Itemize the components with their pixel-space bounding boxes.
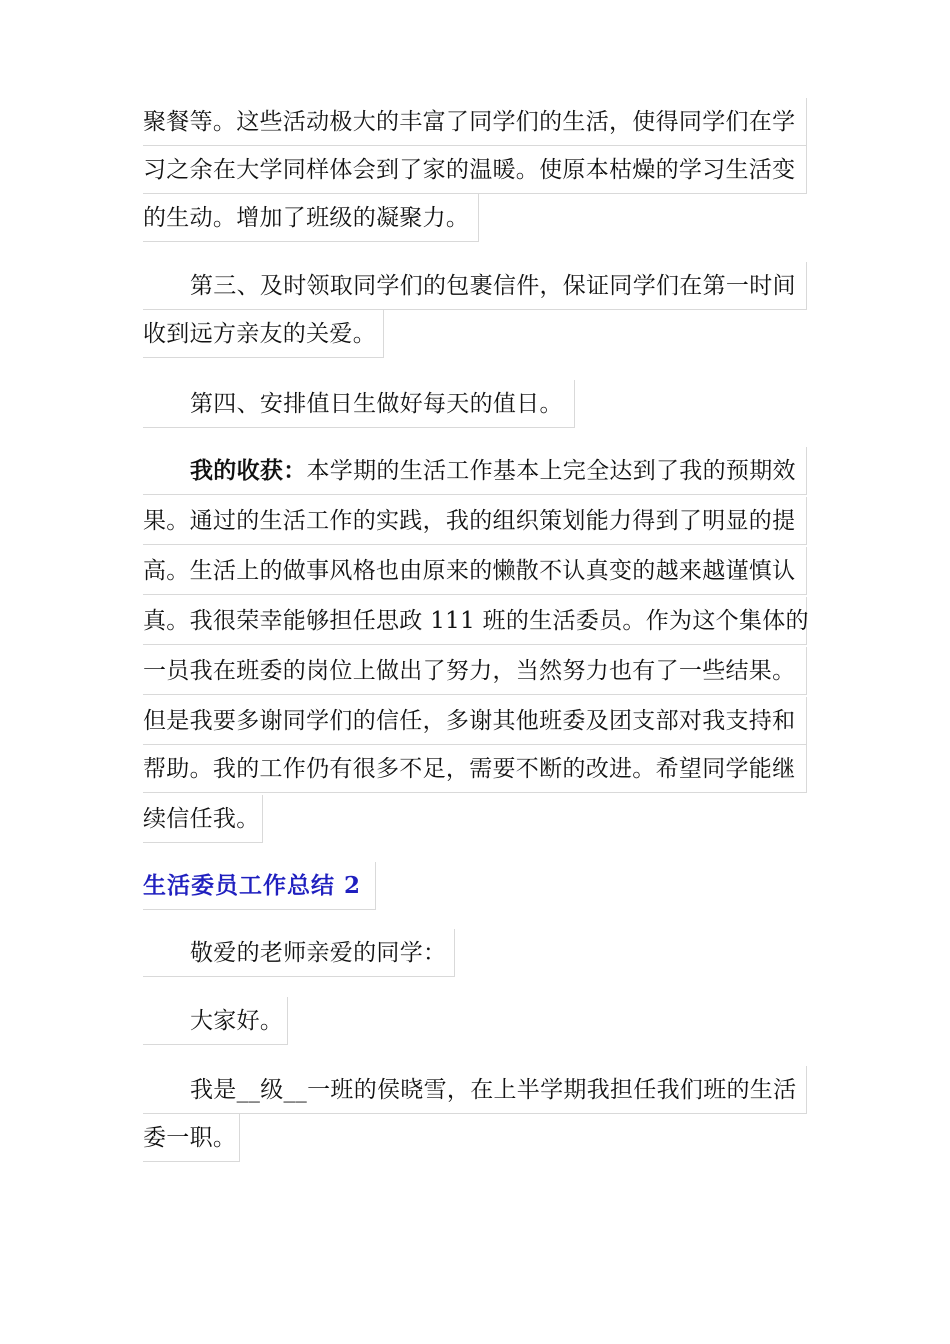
greeting-line: 敬爱的老师亲爱的同学： xyxy=(143,929,455,977)
paragraph-line xyxy=(143,447,807,495)
paragraph-line: 收到远方亲友的关爱。 xyxy=(143,310,384,358)
paragraph-line: 续信任我。 xyxy=(143,795,263,843)
paragraph-line: 帮助。我的工作仍有很多不足，需要不断的改进。希望同学能继 xyxy=(143,745,807,793)
paragraph-line: 第三、及时领取同学们的包裹信件，保证同学们在第一时间 xyxy=(143,262,807,310)
paragraph-line: 的生动。增加了班级的凝聚力。 xyxy=(143,194,479,242)
paragraph-line: 委一职。 xyxy=(143,1114,240,1162)
harvest-label: 我的收获： xyxy=(190,457,307,484)
paragraph-line: 高。生活上的做事风格也由原来的懒散不认真变的越来越谨慎认 xyxy=(143,547,807,595)
paragraph-line: 一员我在班委的岗位上做出了努力，当然努力也有了一些结果。 xyxy=(143,647,807,695)
paragraph-line: 我是__级__一班的侯晓雪，在上半学期我担任我们班的生活 xyxy=(143,1066,807,1114)
section-heading: 生活委员工作总结 2 xyxy=(143,862,376,910)
hello-line: 大家好。 xyxy=(143,997,288,1045)
paragraph-line: 聚餐等。这些活动极大的丰富了同学们的生活，使得同学们在学 xyxy=(143,98,807,146)
paragraph-line: 但是我要多谢同学们的信任，多谢其他班委及团支部对我支持和 xyxy=(143,697,807,745)
paragraph-line: 第四、安排值日生做好每天的值日。 xyxy=(143,380,575,428)
paragraph-line: 习之余在大学同样体会到了家的温暖。使原本枯燥的学习生活变 xyxy=(143,146,807,194)
paragraph-line: 真。我很荣幸能够担任思政 111 班的生活委员。作为这个集体的 xyxy=(143,597,807,645)
paragraph-line: 果。通过的生活工作的实践，我的组织策划能力得到了明显的提 xyxy=(143,497,807,545)
harvest-text: 本学期的生活工作基本上完全达到了我的预期效 xyxy=(306,458,796,484)
